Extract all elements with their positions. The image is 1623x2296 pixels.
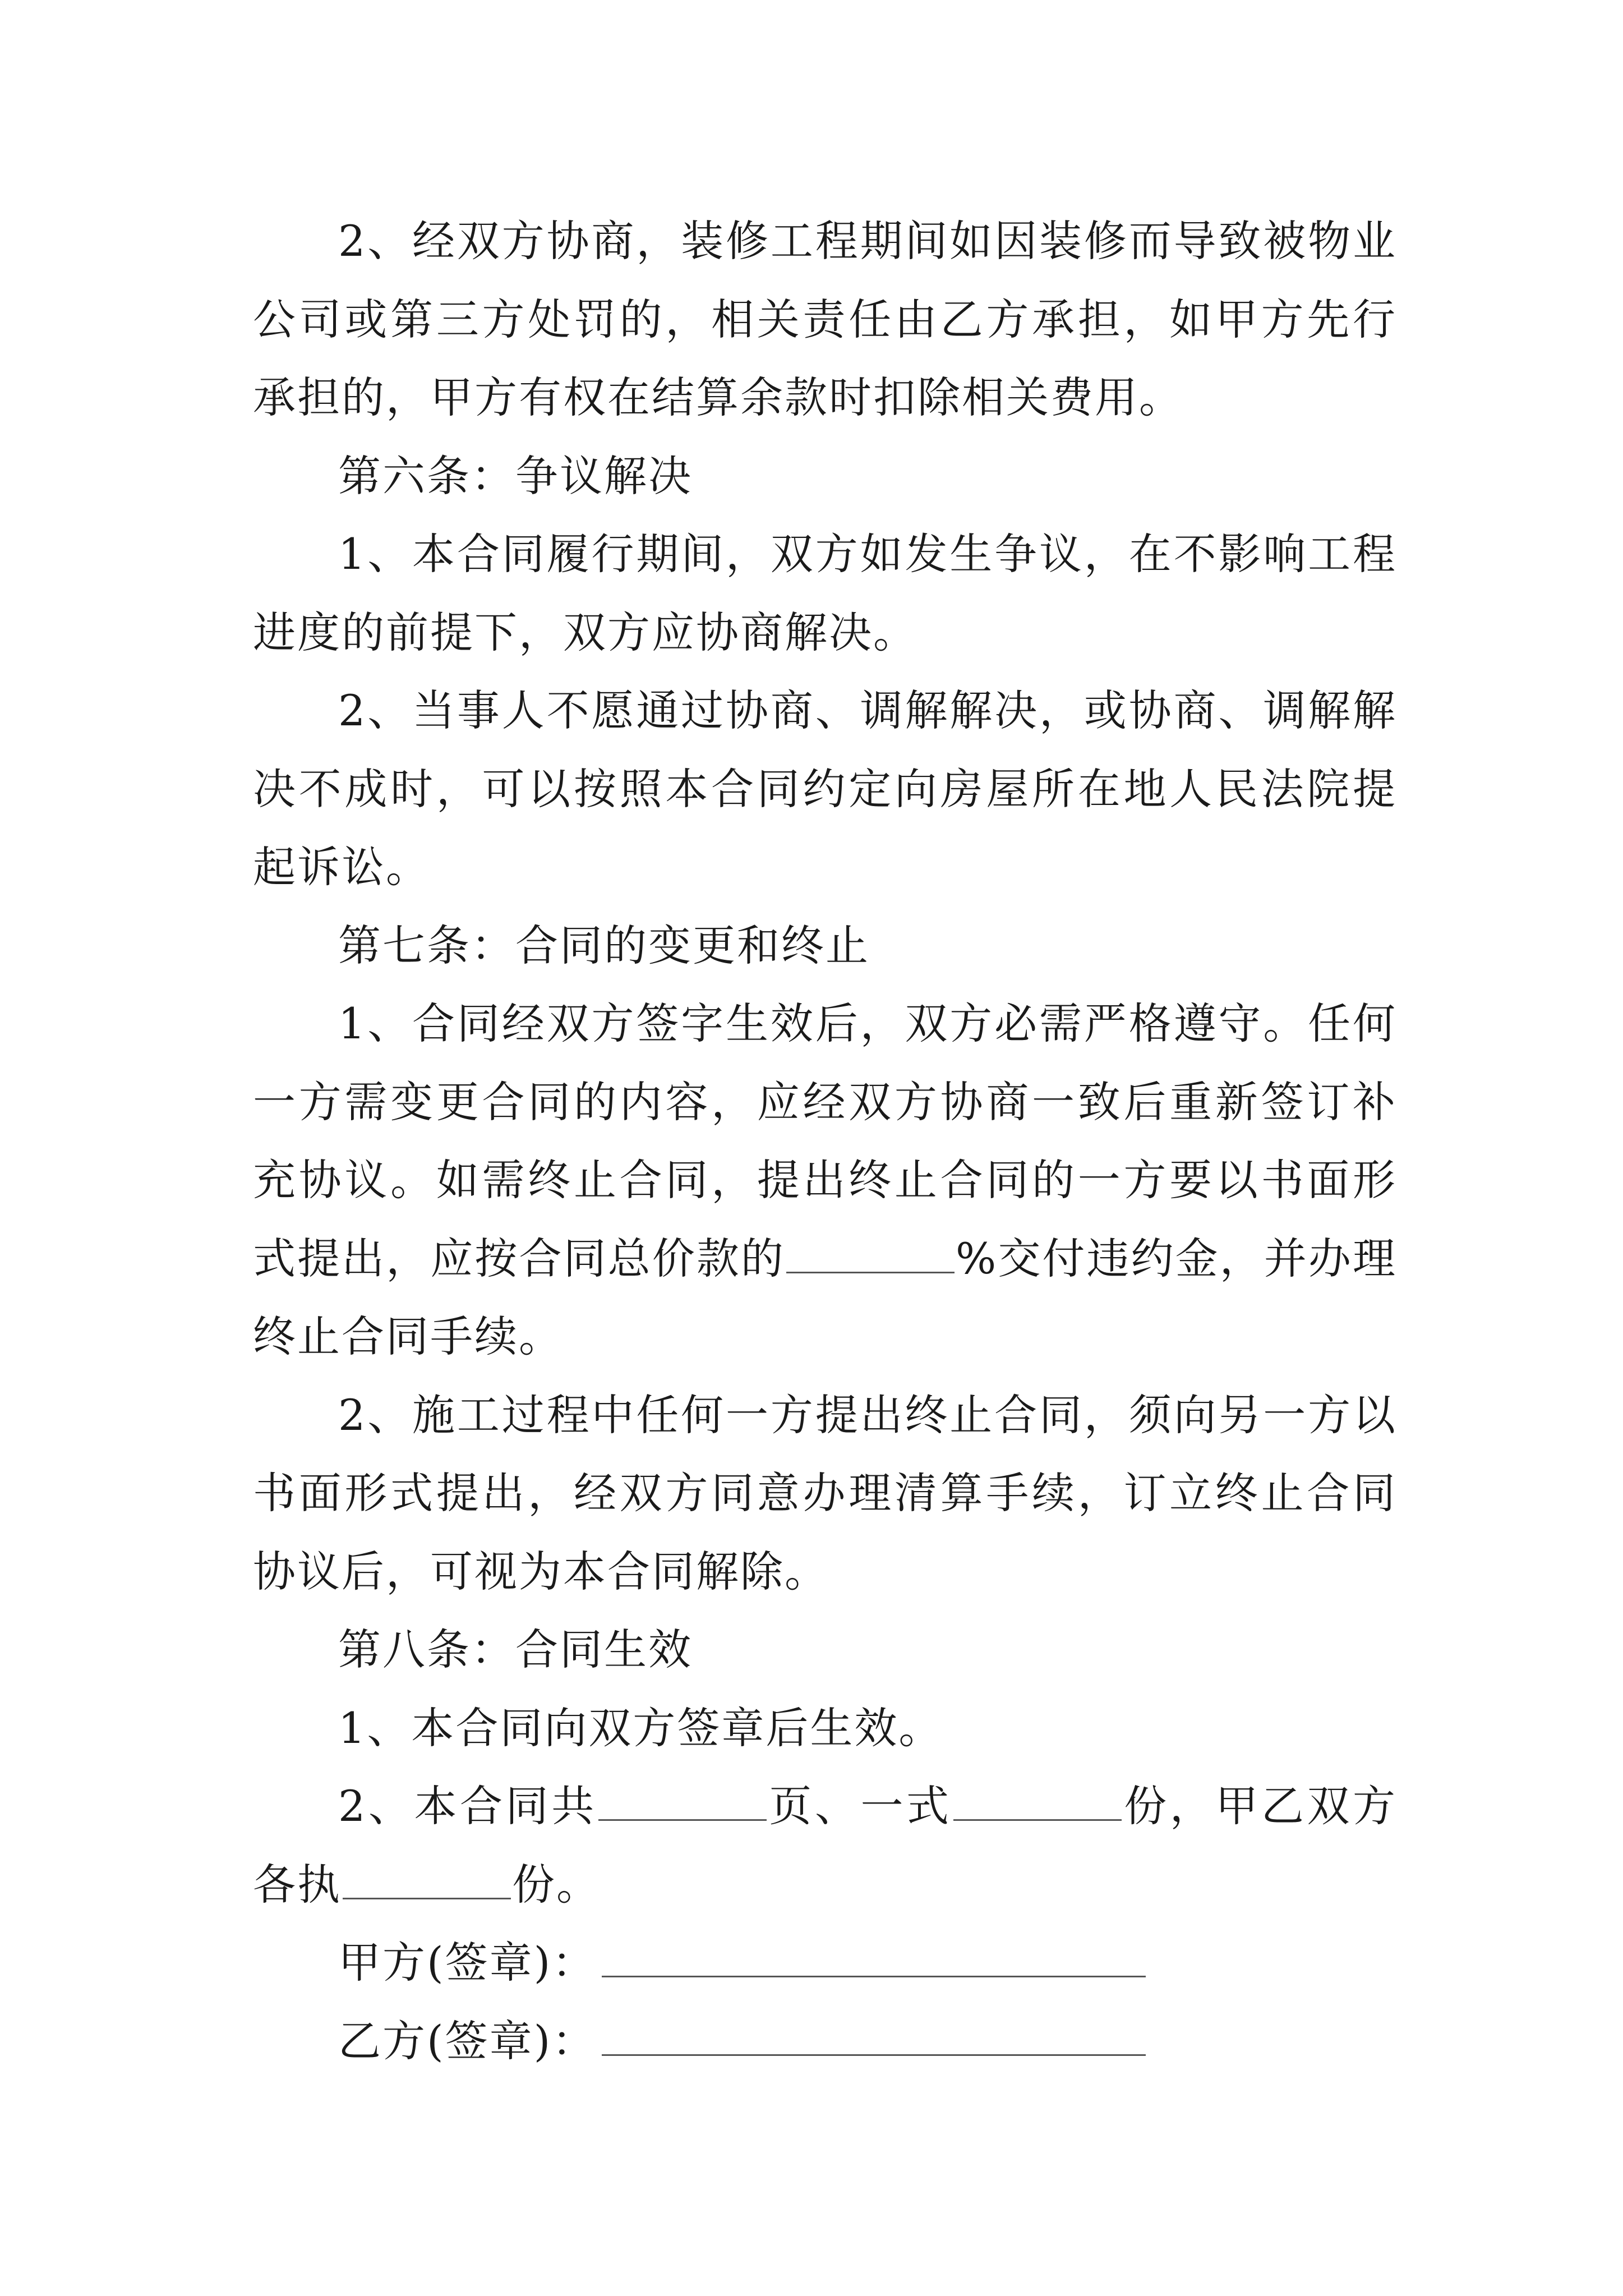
paragraph-8-2-text-a: 2、本合同共 (338, 1781, 597, 1831)
paragraph-7-2: 2、施工过程中任何一方提出终止合同，须向另一方以书面形式提出，经双方同意办理清算手续，订立终止合同协议后，可视为本合同解除。 (253, 1389, 1397, 1596)
paragraph-7-1 (253, 984, 1397, 1376)
party-a-signature-label: 甲方(签章)： (338, 1938, 597, 1987)
paragraph-8-2 (253, 1767, 1397, 1924)
article-8-heading: 第八条：合同生效 (338, 1625, 693, 1674)
paragraph-6-1: 1、本合同履行期间，双方如发生争议，在不影响工程进度的前提下，双方应协商解决。 (253, 529, 1397, 657)
article-7-heading: 第七条：合同的变更和终止 (338, 920, 870, 970)
party-a-signature-line[interactable] (602, 1975, 1146, 1977)
party-b-signature-line[interactable] (602, 2054, 1146, 2056)
paragraph-7-1-text-b: %交付违约金，并办理终止合同手续。 (253, 1233, 1398, 1361)
each-party-copies-blank[interactable] (343, 1897, 511, 1899)
copy-count-blank[interactable] (953, 1819, 1122, 1821)
paragraph-6-2: 2、当事人不愿通过协商、调解解决，或协商、调解解决不成时，可以按照本合同约定向房屋所在地人民法院提起诉讼。 (253, 685, 1397, 892)
party-a-signature-row (253, 1924, 1397, 2002)
page-count-blank[interactable] (598, 1819, 767, 1821)
penalty-percent-blank[interactable] (786, 1271, 955, 1273)
paragraph-8-1: 1、本合同向双方签章后生效。 (338, 1703, 943, 1753)
paragraph-8-2-text-c: 份，甲乙双方各执 (253, 1781, 1398, 1910)
document-body (253, 202, 1397, 2080)
paragraph-7-1-text-a: 1、合同经双方签字生效后，双方必需严格遵守。任何一方需变更合同的内容，应经双方协商一致后重新签订补充协议。如需终止合同，提出终止合同的一方要以书面形式提出，应按合同总价款的 (253, 999, 1397, 1283)
paragraph-8-2-text-b: 页、一式 (767, 1781, 952, 1831)
article-6-heading: 第六条：争议解决 (338, 450, 693, 501)
paragraph-8-2-text-d: 份。 (512, 1859, 601, 1910)
paragraph-5-2: 2、经双方协商，装修工程期间如因装修而导致被物业公司或第三方处罚的，相关责任由乙方承担，如甲方先行承担的，甲方有权在结算余款时扣除相关费用。 (253, 216, 1397, 422)
party-b-signature-label: 乙方(签章)： (338, 2016, 597, 2066)
party-b-signature-row (253, 2002, 1397, 2081)
